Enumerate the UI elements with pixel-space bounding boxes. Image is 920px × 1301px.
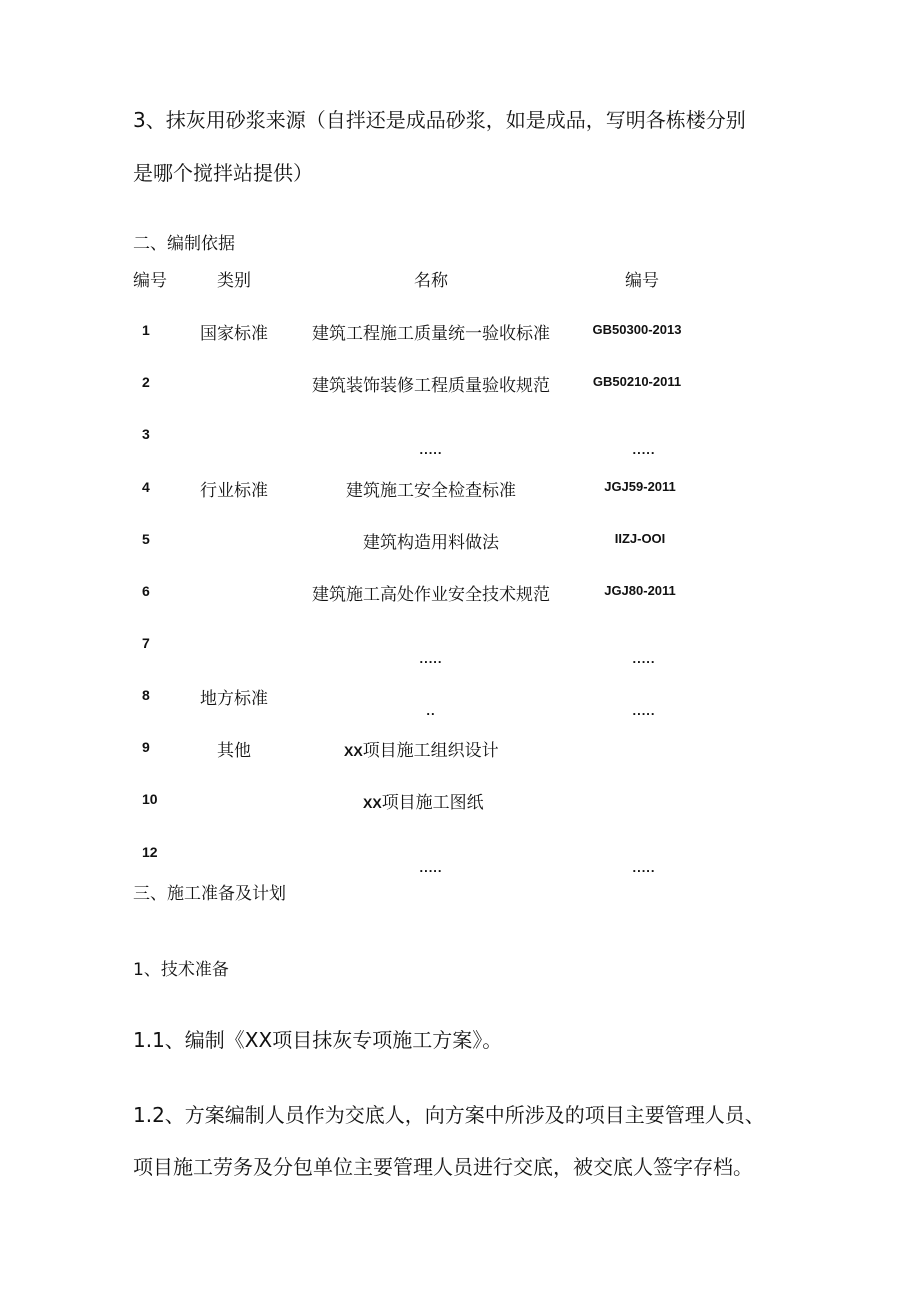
row-name: 建筑工程施工质量统一验收标准 bbox=[312, 324, 550, 344]
header-code: 编号 bbox=[625, 271, 659, 291]
row-name: 建筑构造用料做法 bbox=[363, 533, 499, 553]
para3-line2: 是哪个搅拌站提供） bbox=[133, 161, 313, 185]
row-name-text: 项目施工图纸 bbox=[381, 793, 484, 813]
row-code: GB50300-2013 bbox=[592, 322, 682, 337]
header-no: 编号 bbox=[133, 271, 167, 291]
section2-heading: 二、编制依据 bbox=[133, 234, 235, 254]
row-name: 建筑施工高处作业安全技术规范 bbox=[312, 585, 550, 605]
row-code: ..... bbox=[632, 442, 656, 457]
row-name: 建筑装饰装修工程质量验收规范 bbox=[312, 376, 550, 396]
row-name: .. bbox=[426, 703, 436, 718]
row-name bbox=[344, 736, 499, 761]
row-code: JGJ80-2011 bbox=[604, 583, 676, 598]
row-name: 建筑施工安全检查标准 bbox=[346, 481, 516, 501]
row-code: GB50210-2011 bbox=[592, 374, 682, 389]
row-name-prefix: XX bbox=[363, 795, 382, 811]
row-no: 9 bbox=[142, 739, 150, 755]
row-no: 3 bbox=[142, 426, 150, 442]
row-code: IIZJ-OOI bbox=[614, 531, 666, 546]
row-name-text: 项目施工组织设计 bbox=[362, 741, 499, 761]
row-code: ..... bbox=[632, 860, 656, 875]
item-1-1: 1.1、编制《XX项目抹灰专项施工方案》。 bbox=[133, 1028, 503, 1052]
row-no: 6 bbox=[142, 583, 150, 599]
row-category: 地方标准 bbox=[200, 689, 268, 709]
sub1-heading: 1、技术准备 bbox=[133, 960, 229, 980]
para3-line1: 3、抹灰用砂浆来源（自拌还是成品砂浆，如是成品，写明各栋楼分别 bbox=[133, 108, 746, 132]
row-no: 10 bbox=[142, 791, 158, 807]
row-name: ..... bbox=[419, 442, 443, 457]
row-no: 7 bbox=[142, 635, 150, 651]
section3-heading: 三、施工准备及计划 bbox=[133, 884, 286, 904]
row-name bbox=[363, 788, 484, 813]
header-name: 名称 bbox=[414, 271, 448, 291]
row-category: 国家标准 bbox=[200, 324, 268, 344]
row-no: 12 bbox=[142, 844, 158, 860]
row-no: 8 bbox=[142, 687, 150, 703]
row-category: 其他 bbox=[217, 741, 251, 761]
row-code: JGJ59-2011 bbox=[604, 479, 676, 494]
header-category: 类别 bbox=[217, 271, 251, 291]
row-category: 行业标准 bbox=[200, 481, 268, 501]
item-1-2-line2: 项目施工劳务及分包单位主要管理人员进行交底，被交底人签字存档。 bbox=[133, 1155, 753, 1179]
row-no: 1 bbox=[142, 322, 150, 338]
row-no: 5 bbox=[142, 531, 150, 547]
row-code: ..... bbox=[632, 651, 656, 666]
row-name-prefix: XX bbox=[344, 743, 363, 759]
item-1-2-line1: 1.2、方案编制人员作为交底人，向方案中所涉及的项目主要管理人员、 bbox=[133, 1103, 765, 1127]
row-no: 2 bbox=[142, 374, 150, 390]
row-name: ..... bbox=[419, 860, 443, 875]
row-code: ..... bbox=[632, 703, 656, 718]
row-name: ..... bbox=[419, 651, 443, 666]
row-no: 4 bbox=[142, 479, 150, 495]
